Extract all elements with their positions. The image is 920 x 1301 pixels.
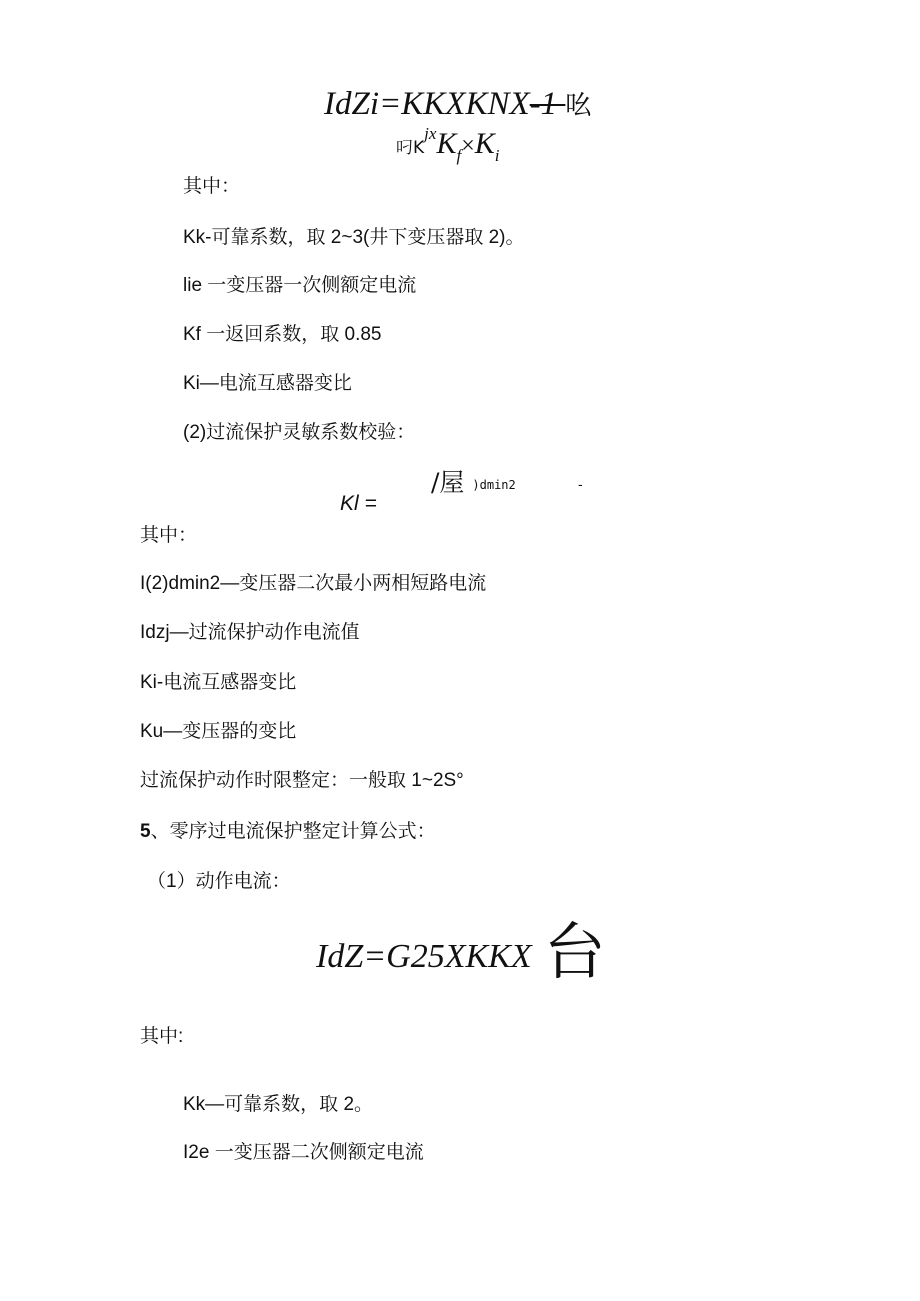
- text-line-ki-2: Ki-电流互感器变比: [140, 672, 297, 693]
- formula-1-sub-sup: jx: [424, 124, 437, 143]
- formula-3-glyph: 台: [543, 915, 606, 988]
- where-label-1: 其中：: [183, 176, 241, 197]
- formula-1-i: i: [494, 146, 500, 165]
- text-line-ki: Ki—电流互感器变比: [183, 373, 352, 394]
- formula-1-times: ×: [461, 133, 475, 159]
- text-line-kk-2: Kk—可靠系数，取 2。: [183, 1094, 374, 1115]
- formula-3: [316, 915, 606, 988]
- formula-2-numerator: [431, 468, 516, 500]
- text-line-i2e: I2e 一变压器二次侧额定电流: [183, 1142, 424, 1163]
- formula-2-lhs: Kl =: [340, 492, 377, 515]
- section-heading-text: 、零序过电流保护整定计算公式：: [150, 821, 436, 842]
- where-label-2: 其中：: [140, 525, 198, 546]
- where-label-3: 其中:: [140, 1026, 184, 1047]
- section-heading-number: 5: [140, 821, 151, 842]
- section-heading-5: [140, 820, 436, 844]
- formula-1-main-text: IdZi=KKXKNX: [324, 86, 530, 122]
- text-line-kf: Kf 一返回系数，取 0.85: [183, 324, 382, 345]
- text-line-i2dmin2: I(2)dmin2—变压器二次最小两相短路电流: [140, 573, 487, 594]
- text-line-lie: lie 一变压器一次侧额定电流: [183, 275, 417, 296]
- formula-1-k1: K: [436, 127, 457, 160]
- formula-1-struck: -1: [529, 86, 566, 122]
- formula-1-k2: K: [474, 127, 495, 160]
- formula-3-text: IdZ=G25XKKX: [316, 938, 532, 975]
- formula-1-sub-prefix: 叼K: [396, 138, 425, 158]
- sub-heading-action-current: （1）动作电流：: [147, 871, 291, 892]
- text-line-sensitivity: (2)过流保护灵敏系数校验：: [183, 422, 416, 443]
- formula-1-tail: 吆: [565, 91, 592, 121]
- text-line-time-limit: 过流保护动作时限整定：一般取 1~2S°: [140, 770, 464, 791]
- formula-1-denominator: [396, 116, 499, 174]
- formula-2-num-small: )dmin2: [472, 478, 516, 492]
- formula-1-f: f: [456, 146, 462, 165]
- text-line-idzj: Idzj—过流保护动作电流值: [140, 622, 360, 643]
- text-line-ku: Ku—变压器的变比: [140, 721, 297, 742]
- formula-2-dash: -: [578, 476, 583, 492]
- text-line-kk: Kk-可靠系数，取 2~3(井下变压器取 2)。: [183, 227, 525, 248]
- formula-2-num-main: /屋: [431, 468, 465, 497]
